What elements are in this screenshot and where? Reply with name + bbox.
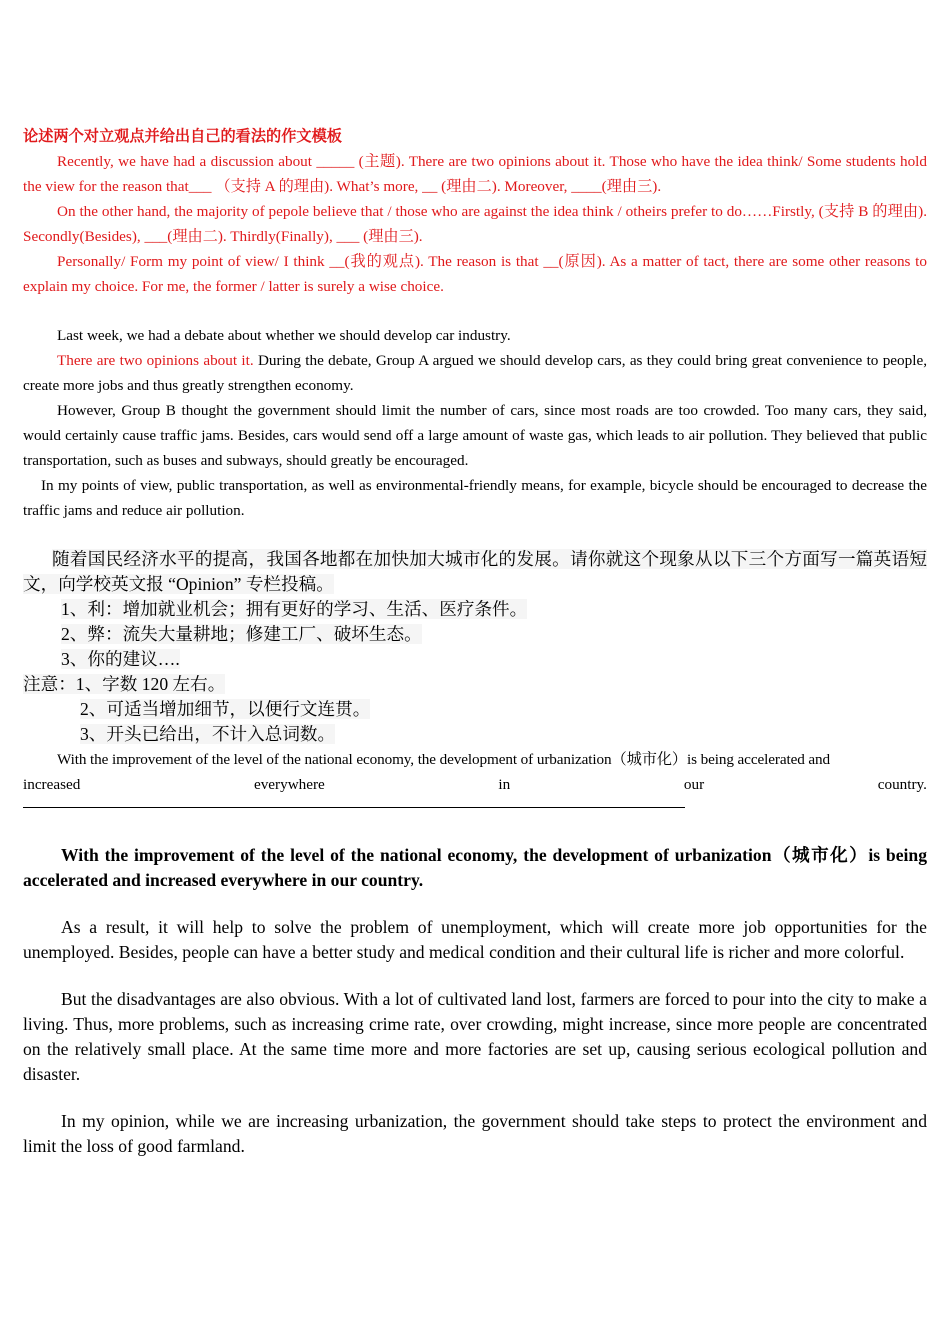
essay-opening: With the improvement of the level of the national economy, the development of urbanization（城市化）is being accelerated and increased everywhere in our country. xyxy=(23,845,927,890)
essay-paragraph-1: As a result, it will help to solve the problem of unemployment, which will create more job opportunities for the unemployed. Besides, people can have a better study and medical condition and their cultural life is richer and more colorful. xyxy=(23,917,927,962)
template-title: 论述两个对立观点并给出自己的看法的作文模板 xyxy=(23,128,342,145)
template-section xyxy=(23,124,927,299)
task-point-3: 3、你的建议…. xyxy=(61,649,180,669)
task-given-opening: With the improvement of the level of the national economy, the development of urbanization（城市化）is being accelerated and xyxy=(57,751,831,768)
sample-paragraph-2-text: During the debate, Group A argued we should develop cars, as they could bring great convenience to people, create more jobs and thus greatly strengthen economy. xyxy=(23,352,927,394)
task-note-2: 2、可适当增加细节，以便行文连贯。 xyxy=(80,699,371,719)
task-given-opening-line-2: increased everywhere in our country. xyxy=(23,776,927,793)
essay-paragraph-3: In my opinion, while we are increasing urbanization, the government should take steps to protect the environment and limit the loss of good farmland. xyxy=(23,1111,927,1156)
task-note-1: 注意：1、字数 120 左右。 xyxy=(23,674,226,694)
template-paragraph-3: Personally/ Form my point of view/ I think __(我的观点). The reason is that __(原因). As a matter of tact, there are some other reasons to explain my choice. For me, the former / latter is surely a wise choice. xyxy=(23,253,927,295)
essay-paragraph-2: But the disadvantages are also obvious. With a lot of cultivated land lost, farmers are forced to pour into the city to make a living. Thus, more problems, such as increasing crime rate, over crowding, might increase, since more people are concentrated on the relatively small place. At the same time more and more factories are set up, causing serious ecological pollution and disaster. xyxy=(23,989,927,1084)
sample-paragraph-4: In my points of view, public transportation, as well as environmental-friendly means, for example, bicycle should be encouraged to decrease the traffic jams and reduce air pollution. xyxy=(23,477,927,519)
template-paragraph-2: On the other hand, the majority of pepole believe that / those who are against the idea think / otheirs prefer to do……Firstly, (支持 B 的理由). Secondly(Besides), ___(理由二). Thirdly(Finally), ___ (理由三). xyxy=(23,203,927,245)
sample-paragraph-3: However, Group B thought the government should limit the number of cars, since most roads are too crowded. Too many cars, they said, would certainly cause traffic jams. Besides, cars would send off a large amount of waste gas, which leads to air pollution. They believed that public transportation, such as buses and subways, should greatly be encouraged. xyxy=(23,402,927,469)
sample-paragraph-2 xyxy=(23,348,927,398)
answer-line xyxy=(23,807,685,808)
template-paragraph-1: Recently, we have had a discussion about _____ (主题). There are two opinions about it. Those who have the idea think/ Some students hold the view for the reason that___ （支持 A 的理由). What’s more, __ (理由二). Moreover, ____(理由三). xyxy=(23,153,927,195)
task-intro: 随着国民经济水平的提高，我国各地都在加快加大城市化的发展。请你就这个现象从以下三个方面写一篇英语短文，向学校英文报 “Opinion” 专栏投稿。 xyxy=(23,549,927,594)
task-point-2: 2、弊：流失大量耕地；修建工厂、破坏生态。 xyxy=(61,624,422,644)
model-essay xyxy=(23,843,927,1159)
task-note-3: 3、开头已给出，不计入总词数。 xyxy=(80,724,336,744)
sample-essay-car-industry xyxy=(23,323,927,523)
task-point-1: 1、利：增加就业机会；拥有更好的学习、生活、医疗条件。 xyxy=(61,599,528,619)
writing-task xyxy=(23,547,927,808)
sample-topic-sentence: There are two opinions about it. xyxy=(57,352,254,369)
sample-paragraph-1: Last week, we had a debate about whether we should develop car industry. xyxy=(57,327,511,344)
